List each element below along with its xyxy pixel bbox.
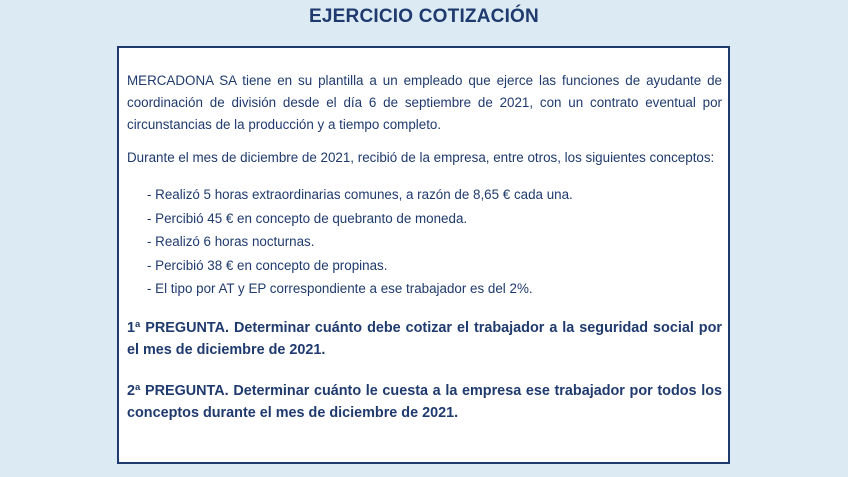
concepts-list [127, 183, 722, 301]
list-item: - Percibió 45 € en concepto de quebranto de moneda. [147, 210, 468, 226]
question-2: 2ª PREGUNTA. Determinar cuánto le cuesta a la empresa ese trabajador por todos los conceptos durante el mes de diciembre de 2021. [127, 382, 722, 421]
intro-paragraph: MERCADONA SA tiene en su plantilla a un empleado que ejerce las funciones de ayudante de coordinación de división desde el día 6 de septiembre de 2021, con un contrato eventual por circunstancias de la producción y a tiempo completo. [127, 73, 722, 132]
list-item: - Percibió 38 € en concepto de propinas. [147, 257, 388, 273]
list-item: - Realizó 6 horas nocturnas. [147, 234, 315, 249]
exercise-box [117, 46, 730, 464]
question-1: 1ª PREGUNTA. Determinar cuánto debe cotizar el trabajador a la seguridad social por el mes de diciembre de 2021. [127, 319, 722, 358]
list-item: - El tipo por AT y EP correspondiente a ese trabajador es del 2%. [147, 281, 533, 296]
concepts-intro-paragraph: Durante el mes de diciembre de 2021, recibió de la empresa, entre otros, los siguientes conceptos: [127, 150, 715, 165]
page-title: EJERCICIO COTIZACIÓN [309, 6, 539, 27]
list-item: - Realizó 5 horas extraordinarias comunes, a razón de 8,65 € cada una. [147, 187, 573, 202]
